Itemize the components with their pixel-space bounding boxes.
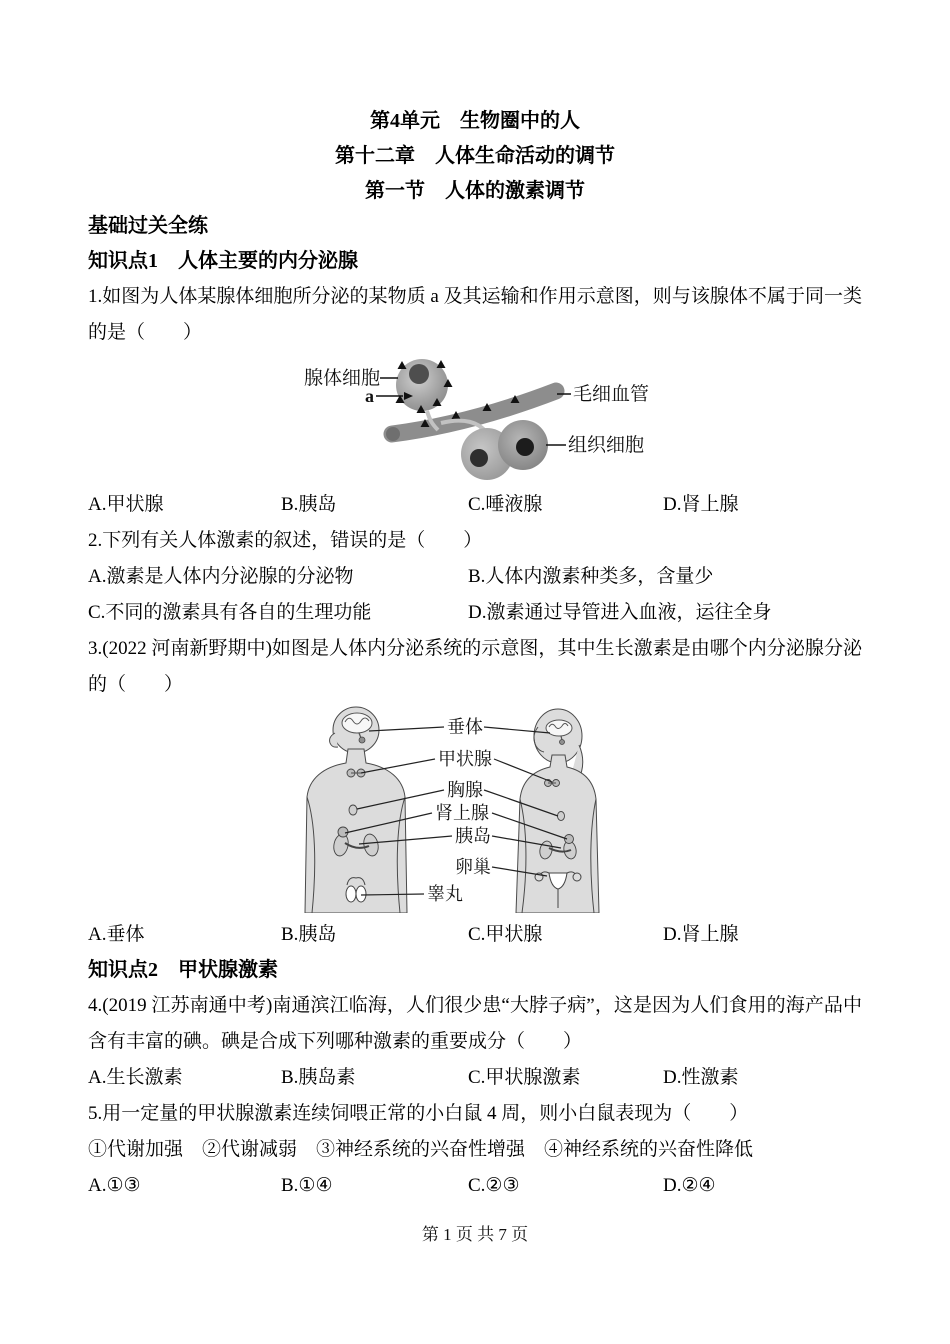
practice-section-header: 基础过关全练 [88,215,208,237]
q1-option-c: C.唾液腺 [468,494,543,515]
figure-gland-secretion-diagram [280,353,700,485]
q3-option-a: A.垂体 [88,924,145,945]
female-thymus [558,812,565,821]
q4-option-b: B.胰岛素 [281,1067,356,1088]
label-tissue-cell: 组织细胞 [568,435,645,456]
male-pituitary [359,737,365,743]
label-islet: 胰岛 [455,826,491,846]
q5-option-c: C.②③ [468,1175,520,1196]
question-5-options [88,1168,862,1204]
knowledge-point-2-header: 知识点2 甲状腺激素 [88,959,278,981]
figure-endocrine-system-diagram [295,703,625,913]
q2-option-c: C.不同的激素具有各自的生理功能 [88,602,372,623]
question-1-text: 1.如图为人体某腺体细胞所分泌的某物质 a 及其运输和作用示意图，则与该腺体不属于同一类的是（ ） [88,286,862,343]
q5-option-b: B.①④ [281,1175,333,1196]
q2-option-b: B.人体内激素种类多，含量少 [468,566,714,587]
question-4-options [88,1060,862,1096]
section-title: 第一节 人体的激素调节 [365,180,585,202]
q5-option-a: A.①③ [88,1175,141,1196]
question-3-options [88,917,862,953]
female-pituitary [560,740,565,745]
female-figure [516,709,599,913]
tissue-cell-right-nucleus [516,438,534,456]
q1-option-d: D.肾上腺 [663,494,739,515]
question-2-text: 2.下列有关人体激素的叙述，错误的是（ ） [88,530,483,551]
q5-option-d: D.②④ [663,1175,716,1196]
question-4-text: 4.(2019 江苏南通中考)南通滨江临海，人们很少患“大脖子病”，这是因为人们食用的海产品中含有丰富的碘。碘是合成下列哪种激素的重要成分（ ） [88,995,862,1052]
question-5-text: 5.用一定量的甲状腺激素连续饲喂正常的小白鼠 4 周，则小白鼠表现为（ ） [88,1103,749,1124]
male-thymus [349,805,357,815]
label-substance-a: a [365,386,374,406]
chapter-title: 第十二章 人体生命活动的调节 [335,145,615,167]
q4-option-d: D.性激素 [663,1067,739,1088]
q3-option-d: D.肾上腺 [663,924,739,945]
label-testis: 睾丸 [427,884,463,904]
male-figure [305,707,407,913]
question-3-text: 3.(2022 河南新野期中)如图是人体内分泌系统的示意图，其中生长激素是由哪个内分泌腺分泌的（ ） [88,638,862,695]
page-footer: 第 1 页 共 7 页 [421,1225,529,1244]
question-5-items: ①代谢加强 ②代谢减弱 ③神经系统的兴奋性增强 ④神经系统的兴奋性降低 [88,1139,754,1160]
q3-option-c: C.甲状腺 [468,924,543,945]
label-thyroid: 甲状腺 [438,749,492,769]
q1-option-b: B.胰岛 [281,494,337,515]
q1-option-a: A.甲状腺 [88,494,164,515]
label-capillary: 毛细血管 [573,384,650,405]
label-ovary: 卵巢 [455,857,491,877]
q4-option-c: C.甲状腺激素 [468,1067,581,1088]
gland-cell-nucleus [409,364,429,384]
label-adrenal: 肾上腺 [435,803,489,823]
question-2-options-row-1 [88,559,862,595]
question-1-options [88,487,862,523]
tissue-cell-left-nucleus [470,449,488,467]
question-2-options-row-2 [88,595,862,631]
unit-title: 第4单元 生物圈中的人 [370,110,580,132]
q2-option-a: A.激素是人体内分泌腺的分泌物 [88,566,354,587]
label-thymus: 胸腺 [447,780,483,800]
q2-option-d: D.激素通过导管进入血液，运往全身 [468,602,772,623]
male-brain [342,713,372,733]
label-pituitary: 垂体 [447,717,483,737]
label-gland-cell: 腺体细胞 [304,368,381,389]
q3-option-b: B.胰岛 [281,924,337,945]
knowledge-point-1-header: 知识点1 人体主要的内分泌腺 [88,250,358,272]
q4-option-a: A.生长激素 [88,1067,183,1088]
capillary-opening [386,427,400,441]
